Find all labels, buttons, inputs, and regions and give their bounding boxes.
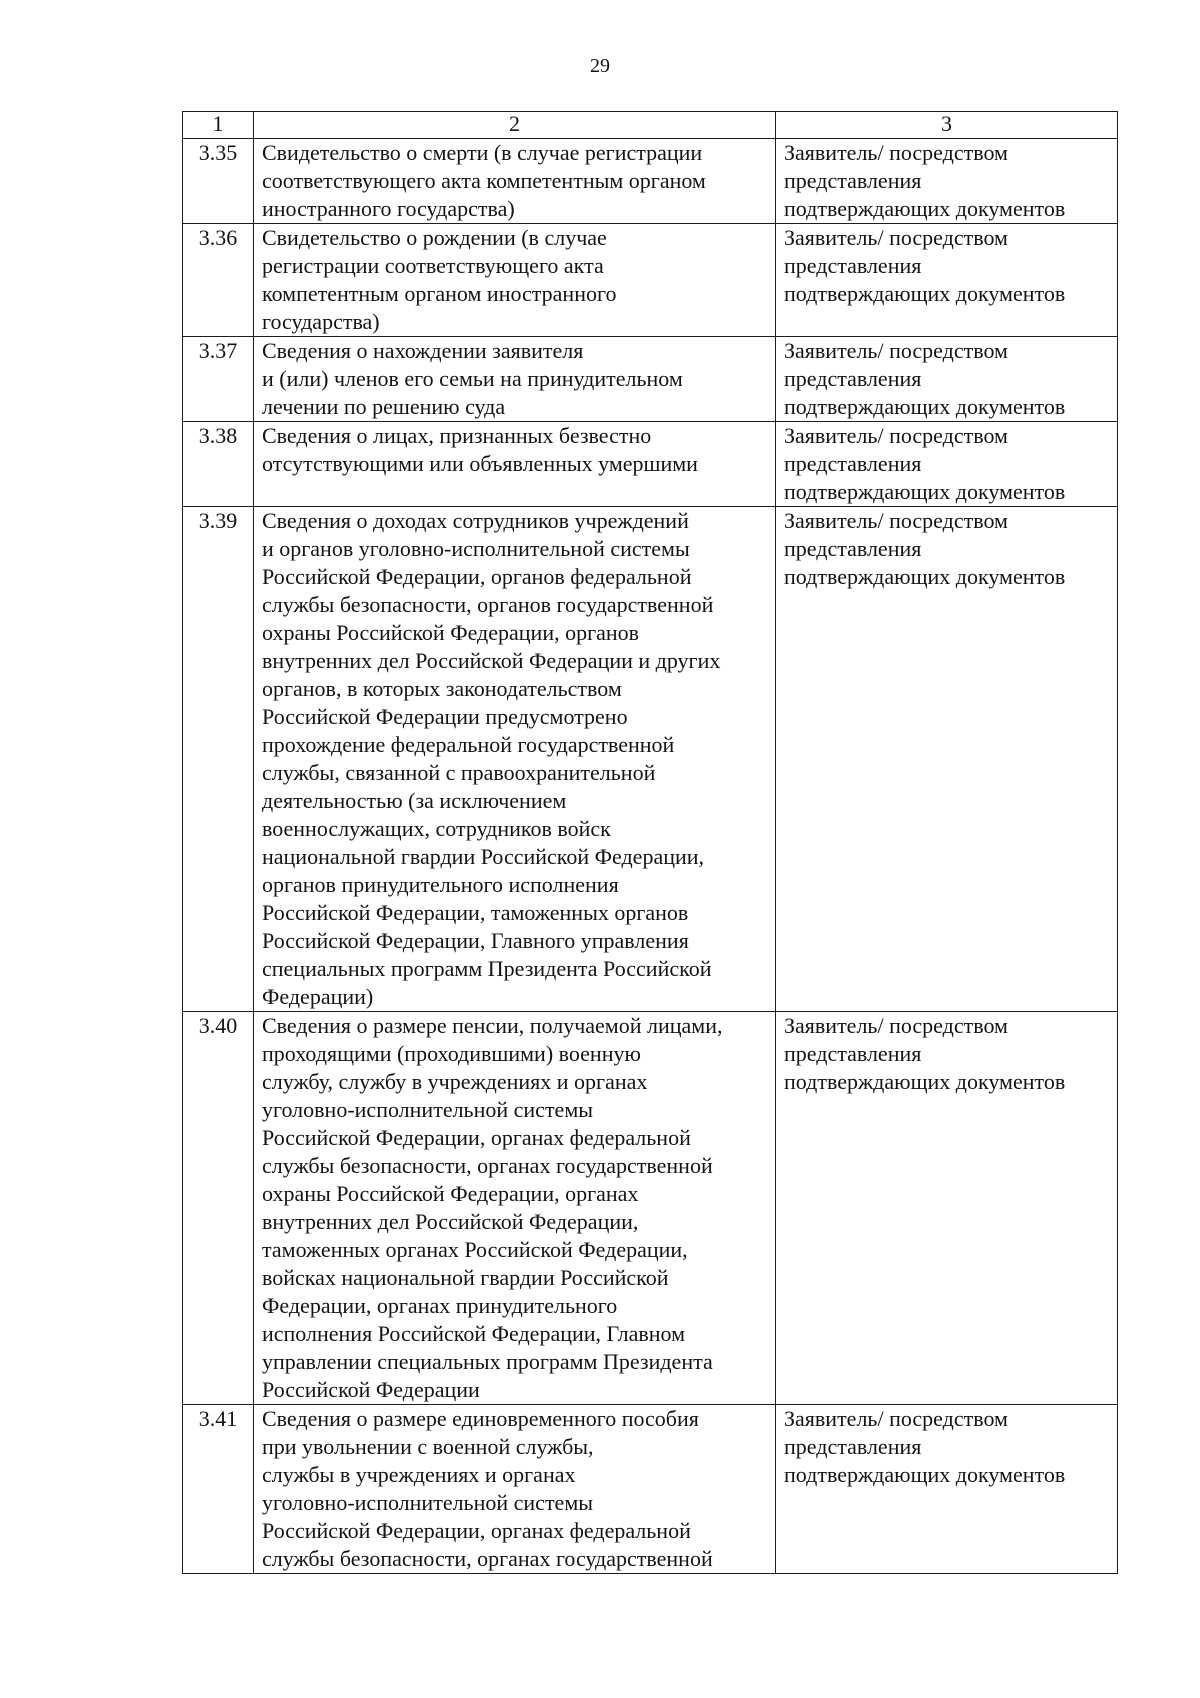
- row-number: 3.35: [183, 139, 254, 224]
- description-line: специальных программ Президента Российской: [262, 956, 712, 981]
- description-line: уголовно-исполнительной системы: [262, 1490, 594, 1515]
- description-line: Российской Федерации: [262, 1377, 480, 1402]
- description-line: Сведения о доходах сотрудников учреждений: [262, 508, 689, 533]
- table-row: [183, 224, 1118, 337]
- description-line: таможенных органах Российской Федерации,: [262, 1237, 688, 1262]
- row-description: [254, 224, 776, 337]
- row-source: [776, 422, 1118, 507]
- row-number: 3.41: [183, 1405, 254, 1574]
- description-line: Российской Федерации, таможенных органов: [262, 900, 689, 925]
- source-line: подтверждающих документов: [784, 196, 1066, 221]
- row-description: [254, 422, 776, 507]
- description-line: прохождение федеральной государственной: [262, 732, 675, 757]
- row-source: [776, 337, 1118, 422]
- description-line: органов, в которых законодательством: [262, 676, 622, 701]
- description-line: службы в учреждениях и органах: [262, 1462, 576, 1487]
- description-line: Российской Федерации, органов федеральной: [262, 564, 692, 589]
- source-line: подтверждающих документов: [784, 281, 1066, 306]
- source-line: Заявитель/ посредством: [784, 1013, 1008, 1038]
- source-line: Заявитель/ посредством: [784, 225, 1008, 250]
- description-line: лечении по решению суда: [262, 394, 506, 419]
- description-line: деятельностью (за исключением: [262, 788, 567, 813]
- table-row: [183, 1405, 1118, 1574]
- source-line: представления: [784, 366, 922, 391]
- column-header-3: 3: [776, 112, 1118, 139]
- description-line: охраны Российской Федерации, органов: [262, 620, 640, 645]
- table-body: [183, 112, 1118, 1574]
- description-line: и органов уголовно-исполнительной системы: [262, 536, 690, 561]
- source-line: подтверждающих документов: [784, 394, 1066, 419]
- description-line: Сведения о лицах, признанных безвестно: [262, 423, 652, 448]
- source-line: представления: [784, 1041, 922, 1066]
- table-header-row: [183, 112, 1118, 139]
- source-line: подтверждающих документов: [784, 564, 1066, 589]
- row-description: [254, 507, 776, 1012]
- page-number: 29: [590, 55, 610, 77]
- source-line: подтверждающих документов: [784, 1462, 1066, 1487]
- description-line: Российской Федерации, органах федеральной: [262, 1518, 691, 1543]
- description-line: компетентным органом иностранного: [262, 281, 617, 306]
- row-description: [254, 1012, 776, 1405]
- source-line: Заявитель/ посредством: [784, 423, 1008, 448]
- description-line: регистрации соответствующего акта: [262, 253, 604, 278]
- description-line: и (или) членов его семьи на принудительном: [262, 366, 683, 391]
- description-line: Федерации): [262, 984, 374, 1009]
- description-line: национальной гвардии Российской Федерации,: [262, 844, 705, 869]
- description-line: органов принудительного исполнения: [262, 872, 619, 897]
- description-line: при увольнении с военной службы,: [262, 1434, 594, 1459]
- row-description: [254, 337, 776, 422]
- source-line: представления: [784, 1434, 922, 1459]
- description-line: охраны Российской Федерации, органах: [262, 1181, 639, 1206]
- description-line: соответствующего акта компетентным органом: [262, 168, 706, 193]
- row-description: [254, 139, 776, 224]
- description-line: службы, связанной с правоохранительной: [262, 760, 656, 785]
- description-line: службу, службу в учреждениях и органах: [262, 1069, 648, 1094]
- table-row: [183, 1012, 1118, 1405]
- row-source: [776, 224, 1118, 337]
- table-row: [183, 507, 1118, 1012]
- description-line: проходящими (проходившими) военную: [262, 1041, 641, 1066]
- description-line: государства): [262, 309, 380, 334]
- row-number: 3.38: [183, 422, 254, 507]
- column-header-2: 2: [254, 112, 776, 139]
- description-line: Сведения о размере пенсии, получаемой лицами,: [262, 1013, 723, 1038]
- source-line: представления: [784, 168, 922, 193]
- source-line: подтверждающих документов: [784, 479, 1066, 504]
- row-number: 3.36: [183, 224, 254, 337]
- source-line: Заявитель/ посредством: [784, 508, 1008, 533]
- row-source: [776, 1405, 1118, 1574]
- description-line: внутренних дел Российской Федерации и других: [262, 648, 721, 673]
- source-line: подтверждающих документов: [784, 1069, 1066, 1094]
- source-line: представления: [784, 451, 922, 476]
- source-line: представления: [784, 253, 922, 278]
- description-line: службы безопасности, органов государственной: [262, 592, 714, 617]
- description-line: Сведения о размере единовременного пособия: [262, 1406, 699, 1431]
- row-number: 3.40: [183, 1012, 254, 1405]
- description-line: службы безопасности, органах государственной: [262, 1546, 713, 1571]
- table-row: [183, 139, 1118, 224]
- row-number: 3.39: [183, 507, 254, 1012]
- table-row: [183, 422, 1118, 507]
- description-line: военнослужащих, сотрудников войск: [262, 816, 611, 841]
- description-line: управлении специальных программ Президента: [262, 1349, 713, 1374]
- table-row: [183, 337, 1118, 422]
- description-line: Сведения о нахождении заявителя: [262, 338, 584, 363]
- description-line: войсках национальной гвардии Российской: [262, 1265, 669, 1290]
- description-line: уголовно-исполнительной системы: [262, 1097, 594, 1122]
- description-line: Федерации, органах принудительного: [262, 1293, 618, 1318]
- source-line: Заявитель/ посредством: [784, 338, 1008, 363]
- column-header-1: 1: [183, 112, 254, 139]
- description-line: Свидетельство о смерти (в случае регистрации: [262, 140, 703, 165]
- description-line: службы безопасности, органах государственной: [262, 1153, 713, 1178]
- description-line: отсутствующими или объявленных умершими: [262, 451, 698, 476]
- source-line: представления: [784, 536, 922, 561]
- source-line: Заявитель/ посредством: [784, 140, 1008, 165]
- description-line: Российской Федерации, Главного управления: [262, 928, 689, 953]
- row-source: [776, 507, 1118, 1012]
- description-line: Свидетельство о рождении (в случае: [262, 225, 607, 250]
- description-line: исполнения Российской Федерации, Главном: [262, 1321, 685, 1346]
- row-number: 3.37: [183, 337, 254, 422]
- description-line: Российской Федерации, органах федеральной: [262, 1125, 691, 1150]
- description-line: внутренних дел Российской Федерации,: [262, 1209, 639, 1234]
- row-source: [776, 139, 1118, 224]
- row-source: [776, 1012, 1118, 1405]
- description-line: иностранного государства): [262, 196, 515, 221]
- source-line: Заявитель/ посредством: [784, 1406, 1008, 1431]
- row-description: [254, 1405, 776, 1574]
- document-table: [182, 111, 1118, 1574]
- description-line: Российской Федерации предусмотрено: [262, 704, 628, 729]
